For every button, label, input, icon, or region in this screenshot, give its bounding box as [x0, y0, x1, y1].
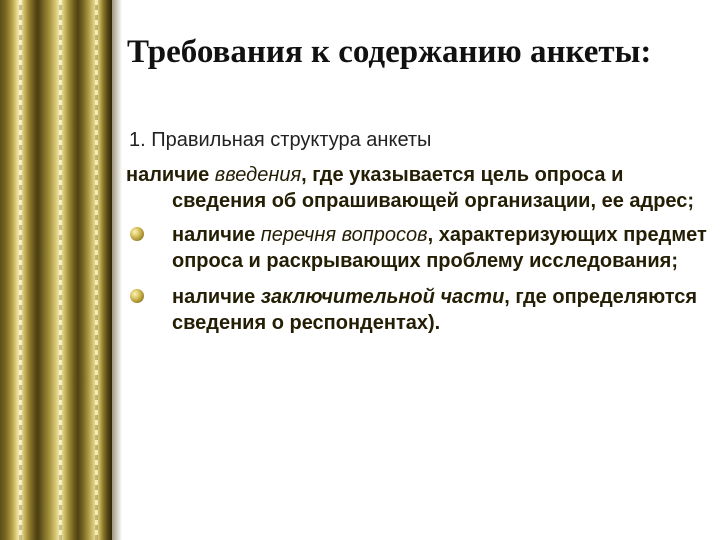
bullet-prefix: наличие [172, 286, 261, 308]
bullet-rest: , где определяются сведения о респондентах). [172, 286, 698, 334]
bullet-rest: , характеризующих предмет опроса и раскрывающих проблему исследования; [172, 224, 707, 272]
bullet-emphasis: заключительной части [260, 286, 505, 308]
slide-body [126, 162, 712, 346]
gold-bullet-icon [130, 227, 144, 241]
bullet-emphasis: перечня вопросов [260, 224, 428, 246]
intro-rest: , где указывается цель опроса и сведения об опрашивающей организации, ее адрес; [172, 164, 695, 212]
slide-title: Требования к содержанию анкеты: [127, 34, 652, 70]
decorative-stripe [95, 0, 98, 540]
bullet-list [126, 222, 712, 336]
decorative-shadow [112, 0, 122, 540]
intro-paragraph [126, 162, 712, 214]
slide-subtitle: 1. Правильная структура анкеты [129, 129, 432, 151]
intro-prefix: наличие [126, 164, 215, 186]
decorative-stripe [59, 0, 62, 540]
list-item [126, 222, 712, 274]
gold-bullet-icon [130, 289, 144, 303]
decorative-stripe [19, 0, 22, 540]
list-item [126, 284, 712, 336]
bullet-prefix: наличие [172, 224, 261, 246]
intro-emphasis: введения [214, 164, 302, 186]
